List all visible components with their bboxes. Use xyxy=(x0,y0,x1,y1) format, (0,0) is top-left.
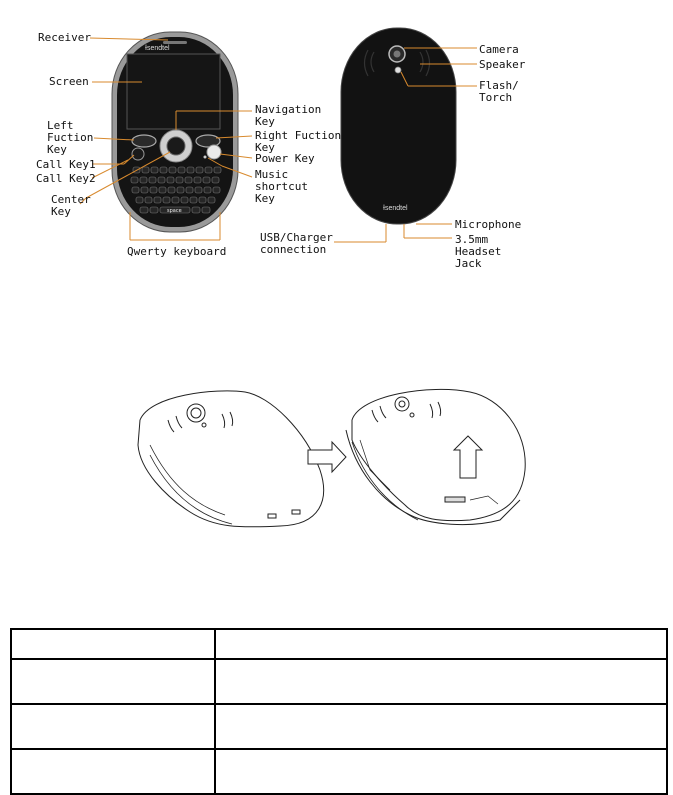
label-left-function-key: Left Fuction Key xyxy=(47,119,94,156)
label-right-function-key: Right Fuction Key xyxy=(255,129,342,154)
flash-led xyxy=(395,67,401,73)
table-row xyxy=(11,704,667,749)
label-call-key2: Call Key2 xyxy=(36,172,96,185)
table-row xyxy=(11,749,667,794)
label-screen: Screen xyxy=(49,75,89,88)
table-cell xyxy=(215,659,667,704)
call-key-shape xyxy=(132,148,144,160)
table-cell xyxy=(215,749,667,794)
table-cell xyxy=(11,659,215,704)
label-speaker: Speaker xyxy=(479,58,526,71)
label-microphone: Microphone xyxy=(455,218,522,231)
back-phone xyxy=(341,28,456,224)
table-cell xyxy=(11,749,215,794)
power-key-shape xyxy=(207,145,221,159)
label-headset-jack: 3.5mm Headset Jack xyxy=(455,233,502,270)
label-camera: Camera xyxy=(479,43,519,56)
label-receiver: Receiver xyxy=(38,31,91,44)
label-call-key1: Call Key1 xyxy=(36,158,96,171)
key-function-table xyxy=(10,628,668,795)
cover-opening-drawing xyxy=(346,389,525,524)
receiver-slot xyxy=(163,41,187,44)
label-qwerty-keyboard: Qwerty keyboard xyxy=(127,245,227,258)
label-navigation-key: Navigation Key xyxy=(255,103,322,128)
label-center-key: Center Key xyxy=(51,193,91,218)
label-flash-torch: Flash/ Torch xyxy=(479,79,519,104)
front-phone xyxy=(112,32,238,232)
table-row xyxy=(11,629,667,659)
left-function-key-shape xyxy=(132,135,156,147)
space-key-label: space xyxy=(167,208,182,214)
table-cell xyxy=(11,629,215,659)
table-row xyxy=(11,659,667,704)
cover-closed-drawing xyxy=(138,391,324,527)
table-cell xyxy=(215,629,667,659)
label-power-key: Power Key xyxy=(255,152,315,165)
label-music-shortcut-key: Music shortcut Key xyxy=(255,168,308,205)
label-usb-charger: USB/Charger connection xyxy=(260,231,333,256)
table-cell xyxy=(11,704,215,749)
front-screen xyxy=(127,54,220,129)
table-cell xyxy=(215,704,667,749)
front-brand-logo: Ɨsendtel xyxy=(145,45,170,52)
back-brand-logo: Ɨsendtel xyxy=(383,205,408,212)
